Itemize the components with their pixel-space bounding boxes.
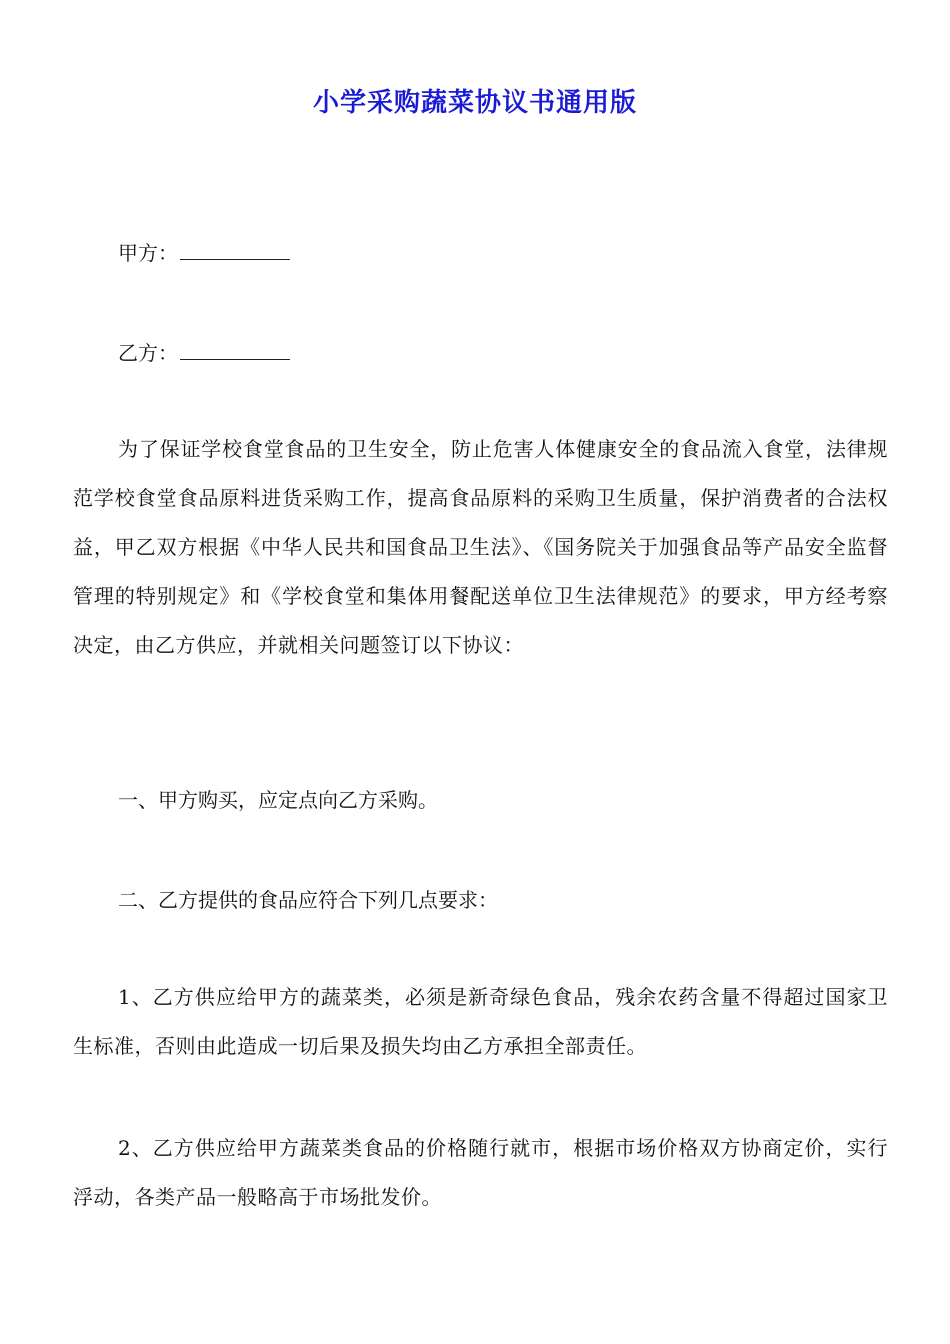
party-b-blank: [180, 341, 290, 360]
party-a-line: [118, 238, 290, 268]
party-b-line: [118, 338, 290, 368]
clause-2: 二、乙方提供的食品应符合下列几点要求：: [118, 888, 498, 912]
party-b-label: 乙方：: [118, 341, 178, 365]
intro-paragraph: 为了保证学校食堂食品的卫生安全，防止危害人体健康安全的食品流入食堂，法律规范学校食堂食品原料进货采购工作，提高食品原料的采购卫生质量，保护消费者的合法权益，甲乙双方根据《中华人民共和国食品卫生法》、《国务院关于加强食品等产品安全监督管理的特别规定》和《学校食堂和集体用餐配送单位卫生法律规范》的要求，甲方经考察决定，由乙方供应，并就相关问题签订以下协议：: [73, 437, 888, 657]
item-2-paragraph: 2、乙方供应给甲方蔬菜类食品的价格随行就市，根据市场价格双方协商定价，实行浮动，各类产品一般略高于市场批发价。: [73, 1136, 888, 1209]
item-1-paragraph: 1、乙方供应给甲方的蔬菜类，必须是新奇绿色食品，残余农药含量不得超过国家卫生标准，否则由此造成一切后果及损失均由乙方承担全部责任。: [73, 985, 888, 1058]
clause-1: 一、甲方购买，应定点向乙方采购。: [118, 788, 438, 812]
party-a-blank: [180, 241, 290, 260]
party-a-label: 甲方：: [118, 241, 178, 265]
document-title: 小学采购蔬菜协议书通用版: [312, 88, 637, 118]
